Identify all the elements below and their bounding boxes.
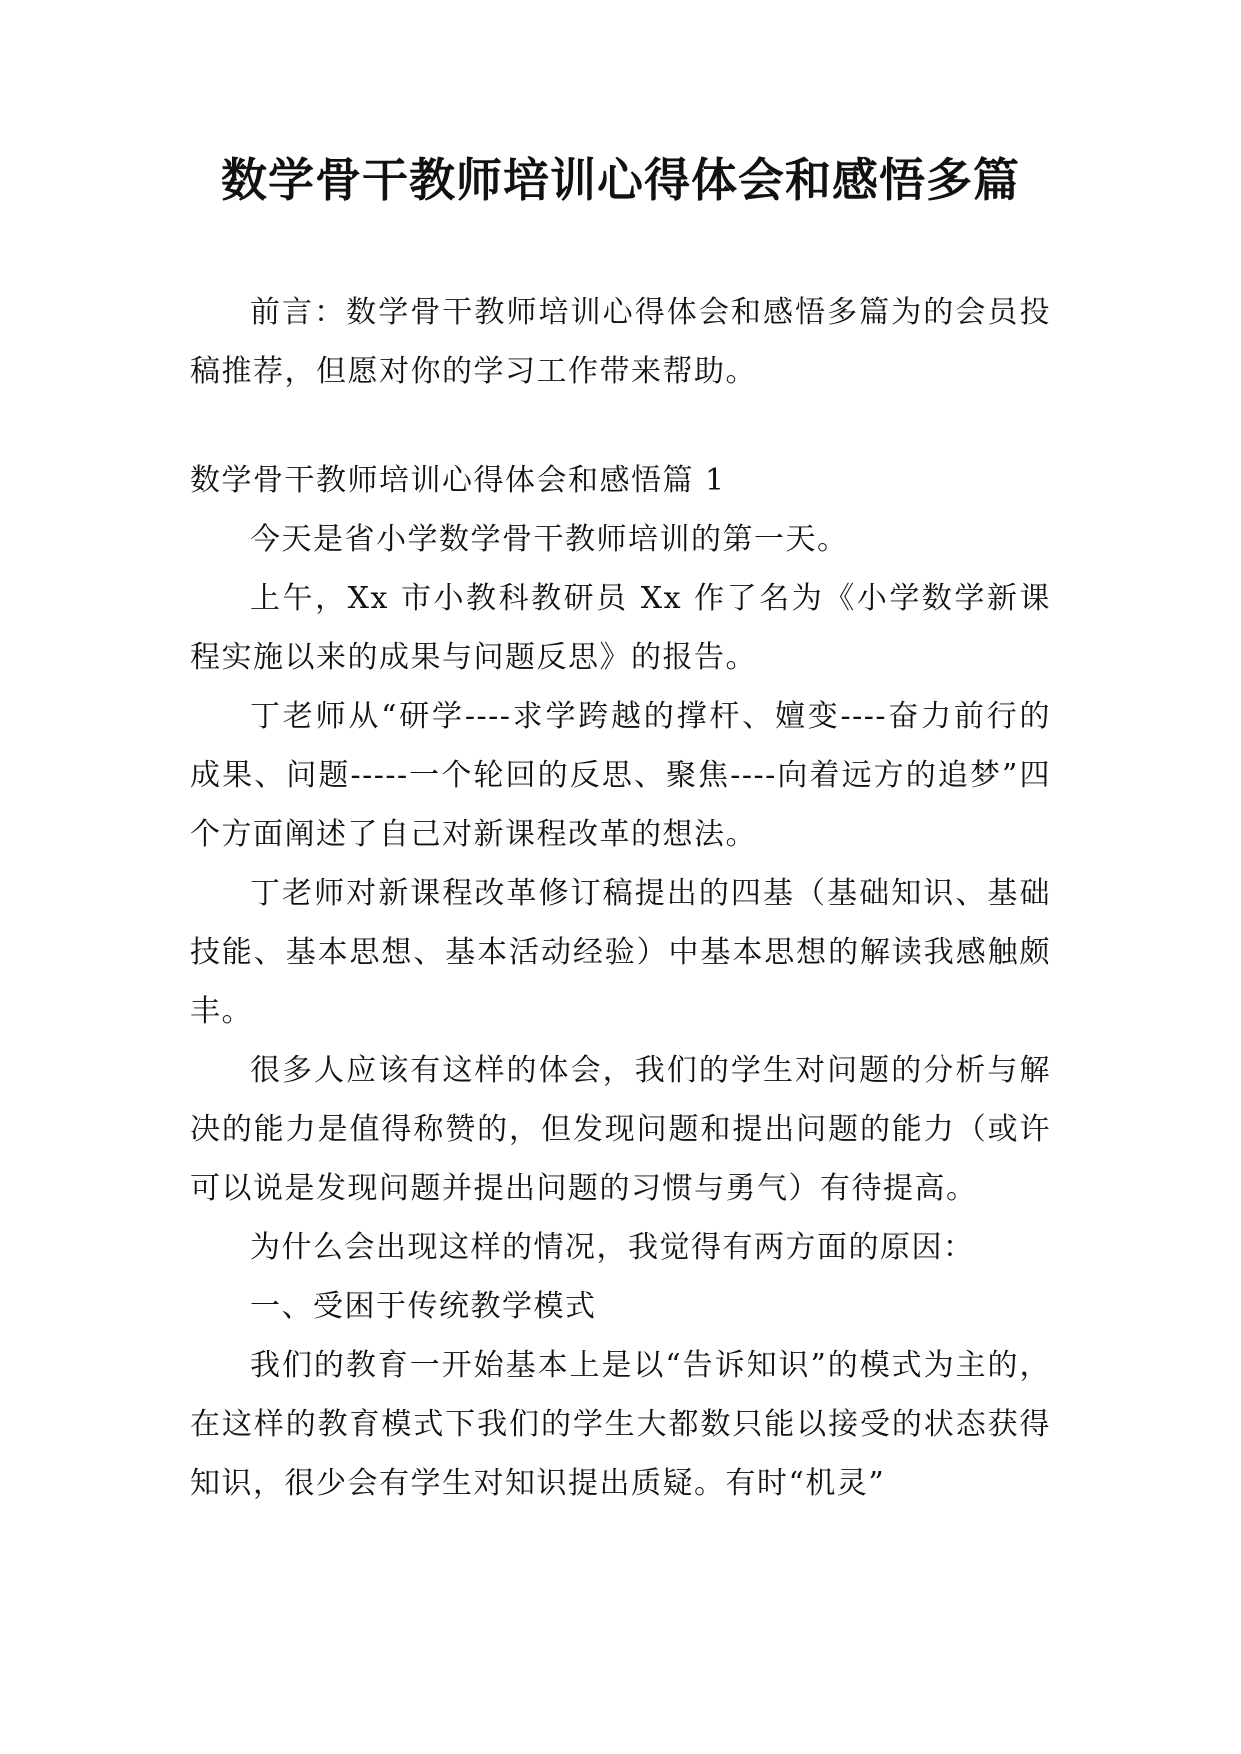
document-title: 数学骨干教师培训心得体会和感悟多篇	[221, 153, 1020, 207]
body-paragraph-2: 上午，Xx 市小教科教研员 Xx 作了名为《小学数学新课程实施以来的成果与问题反思》的报告。	[190, 581, 1051, 675]
section-heading: 数学骨干教师培训心得体会和感悟篇 1	[190, 463, 726, 498]
body-paragraph-3: 丁老师从“研学----求学跨越的撑杆、嬗变----奋力前行的成果、问题-----一个轮回的反思、聚焦----向着远方的追梦”四个方面阐述了自己对新课程改革的想法。	[190, 699, 1051, 852]
body-paragraph-5: 很多人应该有这样的体会，我们的学生对问题的分析与解决的能力是值得称赞的，但发现问题和提出问题的能力（或许可以说是发现问题并提出问题的习惯与勇气）有待提高。	[190, 1053, 1051, 1206]
body-paragraph-7: 一、受困于传统教学模式	[250, 1289, 597, 1324]
body-paragraph-1: 今天是省小学数学骨干教师培训的第一天。	[250, 522, 849, 557]
body-paragraph-8: 我们的教育一开始基本上是以“告诉知识”的模式为主的，在这样的教育模式下我们的学生大都数只能以接受的状态获得知识，很少会有学生对知识提出质疑。有时“机灵”	[190, 1348, 1051, 1501]
paragraph-spacer	[190, 401, 1051, 451]
preface-paragraph: 前言：数学骨干教师培训心得体会和感悟多篇为的会员投稿推荐，但愿对你的学习工作带来帮助。	[190, 295, 1051, 389]
body-paragraph-4: 丁老师对新课程改革修订稿提出的四基（基础知识、基础技能、基本思想、基本活动经验）中基本思想的解读我感触颇丰。	[190, 876, 1051, 1029]
document-body	[190, 283, 1051, 1513]
body-paragraph-6: 为什么会出现这样的情况，我觉得有两方面的原因：	[250, 1230, 975, 1265]
